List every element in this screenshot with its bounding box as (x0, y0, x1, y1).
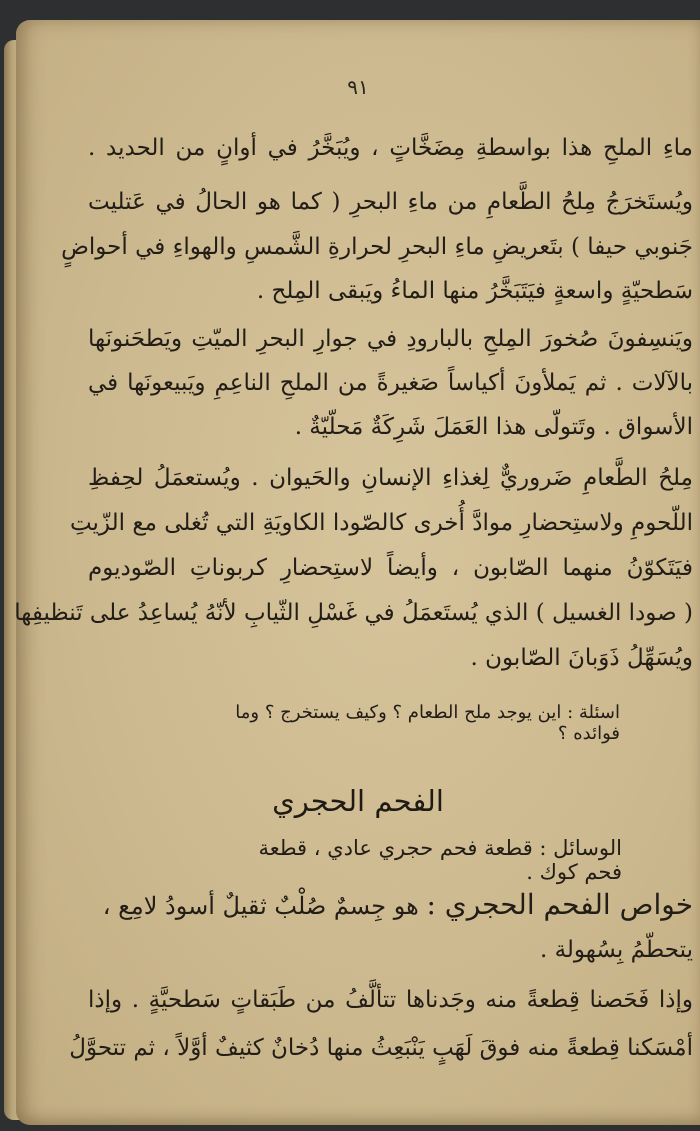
tools-line: الوسائل : قطعة فحم حجري عادي ، قطعة فحم كوك . (258, 836, 622, 884)
text-line: ( صودا الغسيل ) الذي يُستَعمَلُ في غَسْلِ الثّيابِ لأنّهُ يُساعِدُ على تَنظيفِها (14, 600, 693, 626)
review-questions: اسئلة : اين يوجد ملح الطعام ؟ وكيف يستخرج ؟ وما فوائده ؟ (235, 702, 620, 744)
text-line: أمْسَكنا قِطعةً منه فوقَ لَهَبٍ يَنْبَعِثُ منها دُخانٌ كثيفٌ أوَّلاً ، ثم تتحوَّلُ (69, 1035, 693, 1061)
text-line: مِلحُ الطَّعامِ ضَروريٌّ لِغذاءِ الإنسانِ والحَيوان . ويُستعمَلُ لحِفظِ (88, 465, 693, 491)
text-line: ويَنسِفونَ صُخورَ المِلحِ بالبارودِ في جوارِ البحرِ الميّتِ ويَطحَنونَها (88, 326, 693, 352)
text-line: وإذا فَحَصنا قِطعةً منه وجَدناها تتألَّفُ من طَبَقاتٍ سَطحيَّةٍ . وإذا (88, 987, 693, 1013)
properties-text: هو جِسمٌ صُلْبٌ ثقيلٌ أسودُ لامِع ، (102, 892, 419, 920)
page-number: ٩١ (347, 75, 369, 99)
text-line: الأسواق . وتَتولّى هذا العَمَلَ شَرِكَةٌ مَحلّيّةٌ . (294, 414, 693, 440)
text-line: بالآلات . ثم يَملأونَ أكياساً صَغيرةً من الملحِ الناعِمِ ويَبيعونَها في (88, 370, 693, 396)
text-line: جَنوبي حيفا ) بتَعريضِ ماءِ البحرِ لحرارةِ الشَّمسِ والهواءِ في أحواضٍ (61, 234, 693, 260)
text-line: ماءِ الملحِ هذا بواسطةِ مِضَخَّاتٍ ، ويُبَخَّرُ في أوانٍ من الحديد . (88, 135, 693, 161)
text-line: ويُسَهِّلُ ذَوَبانَ الصّابون . (470, 645, 693, 671)
properties-line (88, 888, 693, 921)
text-line: اللّحومِ ولاستِحضارِ موادَّ أُخرى كالصّودا الكاويَةِ التي تُغلى مع الزّيتِ (69, 510, 693, 536)
book-page (16, 20, 700, 1125)
text-line: سَطحيّةٍ واسعةٍ فيَتَبَخَّرُ منها الماءُ ويَبقى المِلح . (256, 278, 693, 304)
properties-label: خواص الفحم الحجري : (426, 888, 693, 921)
text-line: ويُستَخرَجُ مِلحُ الطَّعامِ من ماءِ البحرِ ( كما هو الحالُ في عَتليت (88, 189, 693, 215)
text-line: يتحطّمُ بِسُهولة . (539, 937, 693, 963)
text-line: فيَتَكوّنُ منهما الصّابون ، وأيضاً لاستِحضارِ كربوناتِ الصّوديوم (88, 555, 693, 581)
section-title: الفحم الحجري (272, 784, 444, 818)
